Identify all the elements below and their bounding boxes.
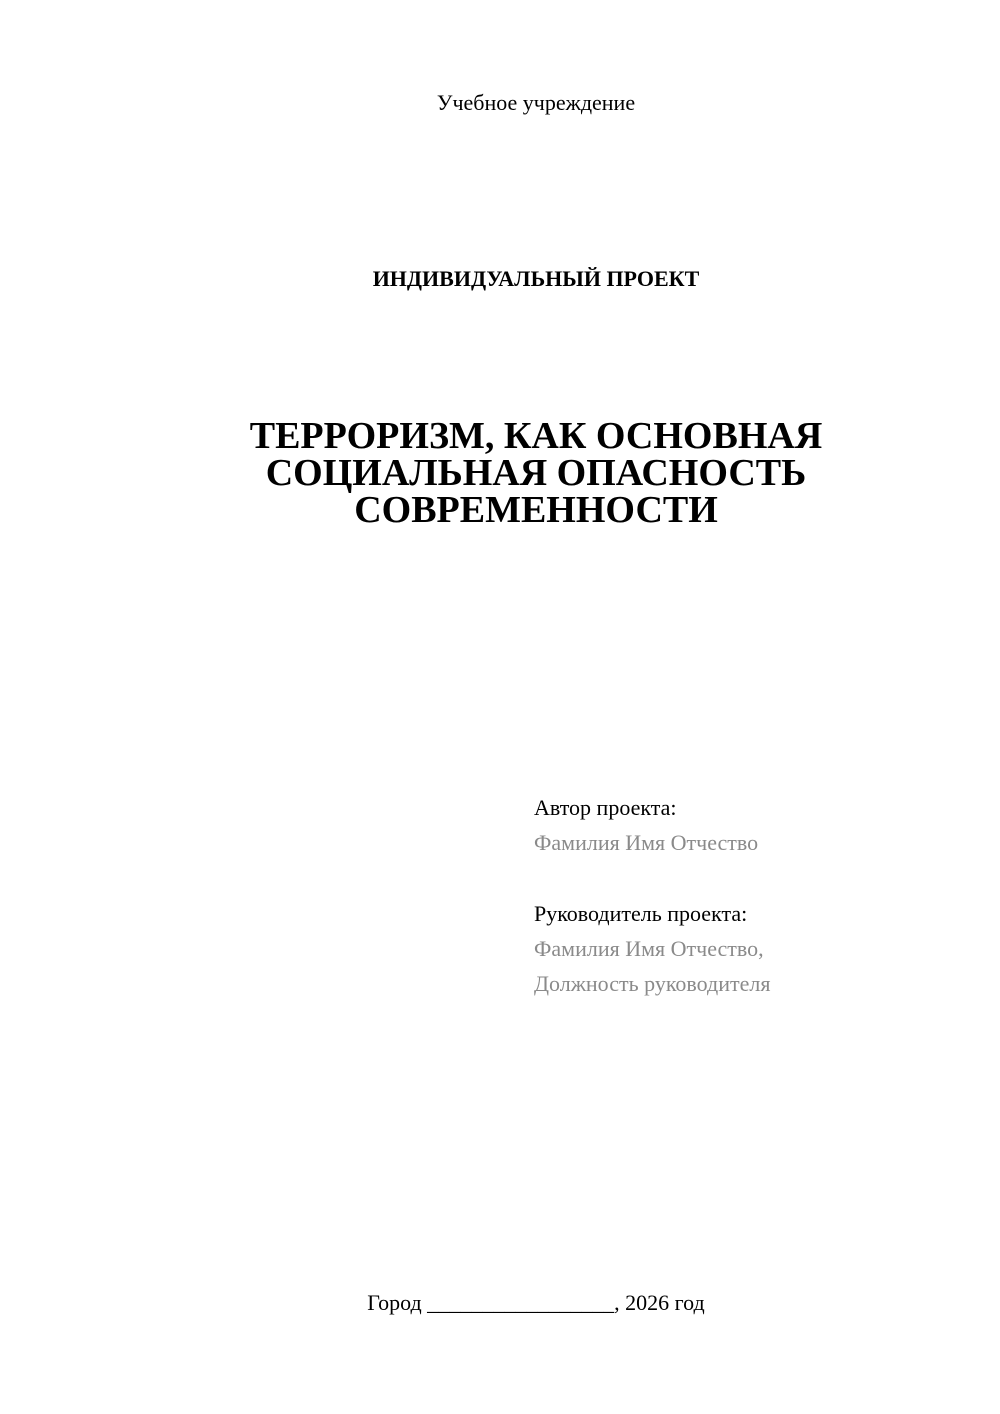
project-info-block <box>534 790 974 1001</box>
institution-name: Учебное учреждение <box>436 90 636 115</box>
project-title-line-1: ТЕРРОРИЗМ, КАК ОСНОВНАЯ <box>249 415 823 457</box>
document-type: ИНДИВИДУАЛЬНЫЙ ПРОЕКТ <box>372 266 700 291</box>
spacer <box>534 860 974 896</box>
supervisor-label: Руководитель проекта: <box>534 901 748 926</box>
supervisor-position: Должность руководителя <box>534 971 771 996</box>
project-title-line-3: СОВРЕМЕННОСТИ <box>354 489 718 531</box>
city-year-line: Город _________________, 2026 год <box>367 1290 705 1315</box>
project-title-line-2: СОЦИАЛЬНАЯ ОПАСНОСТЬ <box>265 452 807 494</box>
project-title <box>0 415 1000 531</box>
author-name: Фамилия Имя Отчество <box>534 830 759 855</box>
supervisor-name: Фамилия Имя Отчество, <box>534 936 764 961</box>
author-label: Автор проекта: <box>534 795 677 820</box>
